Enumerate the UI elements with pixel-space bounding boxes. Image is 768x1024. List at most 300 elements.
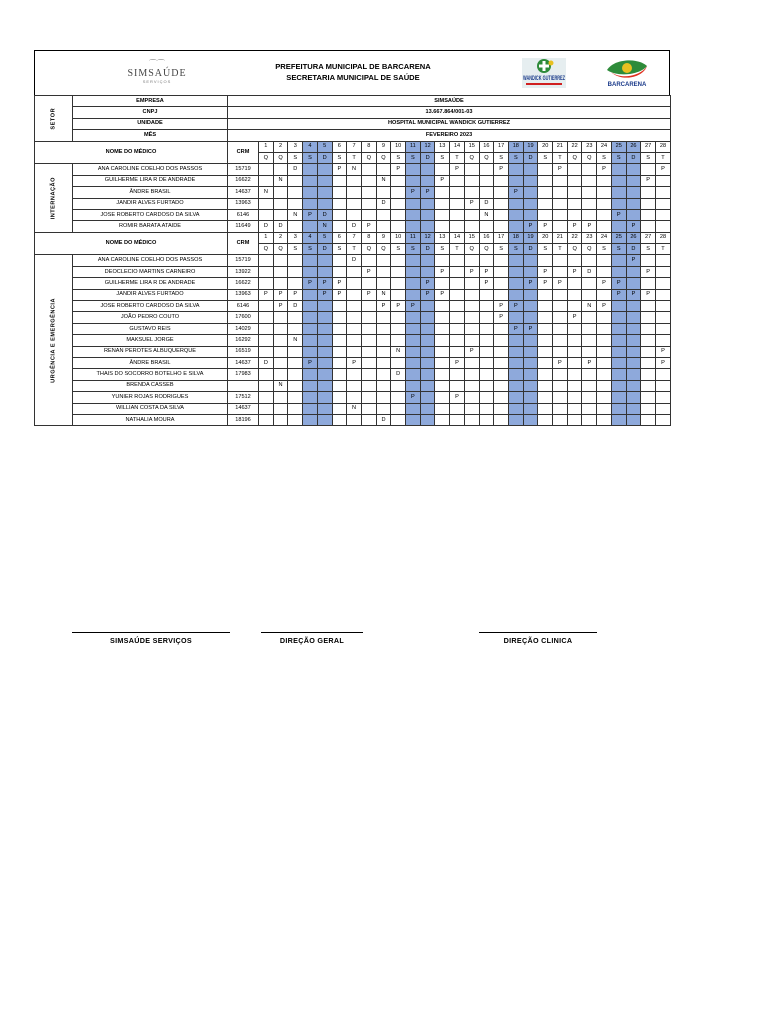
day-number: 7: [347, 232, 362, 243]
signature-simsaude: SIMSAÚDE SERVIÇOS: [72, 632, 230, 645]
info-value: SIMSAÚDE: [228, 96, 671, 107]
doctor-crm: 13963: [228, 198, 259, 209]
shift-cell: [553, 289, 568, 300]
shift-cell: [361, 198, 376, 209]
shift-cell: [626, 198, 641, 209]
shift-cell: [317, 380, 332, 391]
shift-cell: P: [641, 289, 656, 300]
shift-cell: [376, 221, 391, 232]
shift-cell: [420, 380, 435, 391]
shift-cell: N: [288, 335, 303, 346]
shift-cell: [303, 198, 318, 209]
shift-cell: [641, 403, 656, 414]
shift-cell: P: [641, 175, 656, 186]
shift-cell: [288, 392, 303, 403]
shift-cell: [508, 346, 523, 357]
shift-cell: [567, 323, 582, 334]
shift-cell: [655, 403, 670, 414]
shift-cell: [597, 403, 612, 414]
shift-cell: [435, 255, 450, 266]
shift-cell: [567, 369, 582, 380]
shift-cell: P: [450, 164, 465, 175]
table-row: [35, 198, 671, 209]
shift-cell: [303, 289, 318, 300]
shift-cell: [553, 209, 568, 220]
doctor-crm: 15719: [228, 164, 259, 175]
day-number: 13: [435, 232, 450, 243]
weekday-letter: S: [435, 244, 450, 255]
info-label: CNPJ: [73, 107, 228, 118]
info-row: [35, 130, 671, 141]
doctor-crm: 13922: [228, 266, 259, 277]
doctor-crm: 17983: [228, 369, 259, 380]
shift-cell: [288, 221, 303, 232]
shift-cell: [553, 175, 568, 186]
shift-cell: [435, 312, 450, 323]
weekday-letter: Q: [259, 244, 274, 255]
shift-cell: P: [479, 266, 494, 277]
shift-cell: [597, 198, 612, 209]
shift-cell: [479, 255, 494, 266]
shift-cell: N: [479, 209, 494, 220]
shift-cell: [259, 403, 274, 414]
table-row: [35, 221, 671, 232]
shift-cell: [332, 209, 347, 220]
shift-cell: [655, 187, 670, 198]
table-row: [35, 255, 671, 266]
shift-cell: [567, 175, 582, 186]
shift-cell: [597, 414, 612, 425]
doctor-crm: 16622: [228, 278, 259, 289]
shift-cell: [450, 346, 465, 357]
shift-cell: [259, 198, 274, 209]
shift-cell: [641, 380, 656, 391]
shift-cell: [332, 187, 347, 198]
day-number: 18: [508, 232, 523, 243]
shift-cell: [332, 198, 347, 209]
day-number: 8: [361, 232, 376, 243]
doctor-crm: 16292: [228, 335, 259, 346]
shift-cell: [567, 346, 582, 357]
weekday-letter: S: [494, 152, 509, 163]
shift-cell: D: [479, 198, 494, 209]
barcarena-logo-text: BARCARENA: [607, 82, 647, 88]
shift-cell: [523, 266, 538, 277]
shift-cell: P: [494, 312, 509, 323]
doctor-crm: 16519: [228, 346, 259, 357]
shift-cell: [420, 255, 435, 266]
day-number: 13: [435, 141, 450, 152]
shift-cell: [655, 312, 670, 323]
weekday-letter: D: [317, 244, 332, 255]
shift-cell: [479, 301, 494, 312]
shift-cell: [406, 346, 421, 357]
shift-cell: P: [420, 278, 435, 289]
weekday-letter: S: [538, 244, 553, 255]
shift-cell: [582, 369, 597, 380]
shift-cell: [317, 392, 332, 403]
shift-cell: [523, 164, 538, 175]
shift-cell: [450, 289, 465, 300]
doctor-name: NATHALIA MOURA: [73, 414, 228, 425]
shift-cell: [626, 369, 641, 380]
shift-cell: [479, 323, 494, 334]
weekday-letter: T: [450, 244, 465, 255]
shift-cell: [611, 380, 626, 391]
shift-cell: [508, 164, 523, 175]
table-row: [35, 323, 671, 334]
weekday-letter: S: [288, 244, 303, 255]
info-label: MÊS: [73, 130, 228, 141]
shift-cell: [597, 209, 612, 220]
section-label: INTERNAÇÃO: [35, 164, 73, 232]
shift-cell: [406, 289, 421, 300]
shift-cell: P: [406, 301, 421, 312]
shift-cell: [435, 369, 450, 380]
shift-cell: [435, 414, 450, 425]
doctor-crm: 6146: [228, 209, 259, 220]
shift-cell: [582, 209, 597, 220]
shift-cell: [567, 414, 582, 425]
shift-cell: [288, 278, 303, 289]
shift-cell: [494, 255, 509, 266]
shift-cell: [523, 414, 538, 425]
shift-cell: [494, 187, 509, 198]
shift-cell: P: [597, 164, 612, 175]
table-row: [35, 380, 671, 391]
table-row: [35, 301, 671, 312]
shift-cell: [420, 335, 435, 346]
shift-cell: [450, 369, 465, 380]
day-number: 28: [655, 232, 670, 243]
shift-cell: [655, 289, 670, 300]
shift-cell: [420, 323, 435, 334]
shift-cell: [641, 209, 656, 220]
doctor-name-header: NOME DO MÉDICO: [35, 232, 228, 255]
shift-cell: [406, 209, 421, 220]
shift-cell: [553, 301, 568, 312]
table-row: [35, 392, 671, 403]
doctor-name: ÂNDRE BRASIL: [73, 357, 228, 368]
signature-direcao-clinica: DIREÇÃO CLINICA: [479, 632, 597, 645]
shift-cell: P: [420, 187, 435, 198]
weekday-letter: S: [435, 152, 450, 163]
doctor-name: ANA CAROLINE COELHO DOS PASSOS: [73, 164, 228, 175]
shift-cell: [303, 175, 318, 186]
shift-cell: [347, 380, 362, 391]
day-number: 27: [641, 141, 656, 152]
shift-cell: P: [450, 392, 465, 403]
shift-cell: [361, 209, 376, 220]
shift-cell: [406, 278, 421, 289]
shift-cell: D: [288, 301, 303, 312]
shift-cell: [508, 357, 523, 368]
weekday-letter: Q: [582, 152, 597, 163]
shift-cell: [582, 198, 597, 209]
shift-cell: [332, 392, 347, 403]
shift-cell: [611, 392, 626, 403]
shift-cell: [376, 357, 391, 368]
shift-cell: [567, 301, 582, 312]
day-number: 25: [611, 232, 626, 243]
shift-cell: [259, 380, 274, 391]
shift-cell: [332, 221, 347, 232]
shift-cell: [450, 255, 465, 266]
shift-cell: [494, 209, 509, 220]
shift-cell: [641, 369, 656, 380]
shift-cell: [435, 357, 450, 368]
shift-cell: [391, 175, 406, 186]
shift-cell: [464, 414, 479, 425]
shift-cell: [655, 414, 670, 425]
shift-cell: [494, 221, 509, 232]
shift-cell: [641, 221, 656, 232]
shift-cell: P: [332, 289, 347, 300]
shift-cell: [523, 335, 538, 346]
shift-cell: [332, 357, 347, 368]
doctor-name: BRENDA CASSEB: [73, 380, 228, 391]
weekday-letter: S: [406, 244, 421, 255]
shift-cell: [332, 255, 347, 266]
shift-cell: [597, 255, 612, 266]
shift-cell: N: [273, 380, 288, 391]
shift-cell: [626, 187, 641, 198]
shift-cell: [567, 255, 582, 266]
shift-cell: [508, 369, 523, 380]
shift-cell: [567, 335, 582, 346]
shift-cell: [391, 357, 406, 368]
day-number: 21: [553, 141, 568, 152]
weekday-letter: Q: [567, 244, 582, 255]
shift-cell: P: [538, 221, 553, 232]
shift-cell: P: [597, 301, 612, 312]
day-number: 5: [317, 232, 332, 243]
weekday-letter: T: [450, 152, 465, 163]
shift-cell: [508, 335, 523, 346]
shift-cell: [523, 255, 538, 266]
day-number: 23: [582, 141, 597, 152]
doctor-crm: 11649: [228, 221, 259, 232]
doctor-name: DEOCLECIO MARTINS CARNEIRO: [73, 266, 228, 277]
weekday-letter: Q: [479, 244, 494, 255]
shift-cell: [479, 175, 494, 186]
shift-cell: [641, 392, 656, 403]
shift-cell: [582, 187, 597, 198]
doctor-name: RENAN PEROTES ALBUQUERQUE: [73, 346, 228, 357]
shift-cell: [259, 323, 274, 334]
table-row: [35, 346, 671, 357]
shift-cell: [303, 164, 318, 175]
shift-cell: [303, 403, 318, 414]
shift-cell: P: [391, 164, 406, 175]
shift-cell: [538, 187, 553, 198]
shift-cell: [361, 312, 376, 323]
day-number: 19: [523, 232, 538, 243]
weekday-letter: D: [420, 152, 435, 163]
shift-cell: [508, 403, 523, 414]
shift-cell: [347, 346, 362, 357]
shift-cell: P: [582, 221, 597, 232]
shift-cell: [303, 301, 318, 312]
shift-cell: [347, 335, 362, 346]
shift-cell: [641, 255, 656, 266]
shift-cell: [553, 221, 568, 232]
setor-label: SETOR: [35, 96, 73, 142]
table-row: [35, 187, 671, 198]
shift-cell: [553, 323, 568, 334]
shift-cell: D: [259, 221, 274, 232]
day-number: 4: [303, 232, 318, 243]
shift-cell: [391, 380, 406, 391]
shift-cell: P: [464, 346, 479, 357]
shift-cell: [597, 357, 612, 368]
shift-cell: [435, 403, 450, 414]
shift-cell: [494, 369, 509, 380]
shift-cell: [450, 301, 465, 312]
shift-cell: [641, 335, 656, 346]
shift-cell: [273, 369, 288, 380]
shift-cell: P: [523, 323, 538, 334]
day-number: 9: [376, 141, 391, 152]
shift-cell: [420, 175, 435, 186]
shift-cell: [538, 175, 553, 186]
shift-cell: [435, 323, 450, 334]
table-row: [35, 266, 671, 277]
doctor-crm: 13963: [228, 289, 259, 300]
shift-cell: [317, 335, 332, 346]
shift-cell: P: [479, 278, 494, 289]
shift-cell: [450, 335, 465, 346]
shift-cell: [420, 346, 435, 357]
shift-cell: [288, 255, 303, 266]
shift-cell: [303, 392, 318, 403]
day-number: 14: [450, 232, 465, 243]
shift-cell: [464, 335, 479, 346]
shift-cell: [435, 335, 450, 346]
shift-cell: P: [508, 323, 523, 334]
shift-cell: [406, 266, 421, 277]
shift-cell: [597, 323, 612, 334]
shift-cell: [376, 164, 391, 175]
shift-cell: [626, 380, 641, 391]
table-row: [35, 312, 671, 323]
weekday-letter: D: [420, 244, 435, 255]
shift-cell: [391, 278, 406, 289]
shift-cell: [611, 403, 626, 414]
shift-cell: [376, 346, 391, 357]
shift-cell: [259, 255, 274, 266]
shift-cell: [597, 312, 612, 323]
shift-cell: [332, 414, 347, 425]
shift-cell: [582, 312, 597, 323]
shift-cell: [567, 392, 582, 403]
shift-cell: [273, 255, 288, 266]
shift-cell: [538, 323, 553, 334]
shift-cell: [582, 403, 597, 414]
shift-cell: [464, 392, 479, 403]
shift-cell: [420, 301, 435, 312]
shift-cell: [391, 312, 406, 323]
shift-cell: [317, 255, 332, 266]
doctor-name: GUILHERME LIRA R DE ANDRADE: [73, 278, 228, 289]
shift-cell: [376, 187, 391, 198]
shift-cell: [655, 175, 670, 186]
shift-cell: [450, 209, 465, 220]
shift-cell: [611, 301, 626, 312]
shift-cell: [435, 164, 450, 175]
day-number: 3: [288, 141, 303, 152]
shift-cell: [538, 403, 553, 414]
shift-cell: [303, 312, 318, 323]
shift-cell: [391, 198, 406, 209]
day-number: 17: [494, 232, 509, 243]
document-header: [34, 50, 670, 95]
shift-cell: [523, 369, 538, 380]
doctor-crm: 18196: [228, 414, 259, 425]
shift-cell: [582, 380, 597, 391]
shift-cell: P: [553, 164, 568, 175]
shift-cell: [538, 369, 553, 380]
shift-cell: [259, 209, 274, 220]
info-label: EMPRESA: [73, 96, 228, 107]
shift-cell: [582, 323, 597, 334]
weekday-letter: Q: [361, 244, 376, 255]
shift-cell: [582, 164, 597, 175]
shift-cell: [450, 312, 465, 323]
shift-cell: [420, 403, 435, 414]
shift-cell: [273, 312, 288, 323]
shift-cell: [655, 209, 670, 220]
weekday-letter: S: [641, 244, 656, 255]
shift-cell: [288, 369, 303, 380]
shift-cell: [317, 164, 332, 175]
shift-cell: D: [347, 221, 362, 232]
shift-cell: [641, 312, 656, 323]
shift-cell: [406, 323, 421, 334]
shift-cell: [406, 198, 421, 209]
shift-cell: [464, 221, 479, 232]
shift-cell: P: [567, 221, 582, 232]
shift-cell: [567, 164, 582, 175]
shift-cell: [450, 403, 465, 414]
shift-cell: [391, 209, 406, 220]
shift-cell: [376, 209, 391, 220]
shift-cell: [450, 221, 465, 232]
shift-cell: P: [626, 289, 641, 300]
shift-cell: [582, 278, 597, 289]
shift-cell: N: [259, 187, 274, 198]
shift-cell: [347, 278, 362, 289]
shift-cell: [508, 198, 523, 209]
doctor-crm: 14029: [228, 323, 259, 334]
shift-cell: P: [376, 301, 391, 312]
shift-schedule-table: [34, 95, 671, 426]
shift-cell: N: [288, 209, 303, 220]
shift-cell: D: [259, 357, 274, 368]
shift-cell: [538, 312, 553, 323]
shift-cell: [435, 278, 450, 289]
shift-cell: [435, 198, 450, 209]
shift-cell: [303, 323, 318, 334]
shift-cell: [450, 414, 465, 425]
weekday-letter: S: [494, 244, 509, 255]
shift-cell: [494, 323, 509, 334]
weekday-letter: S: [391, 244, 406, 255]
shift-cell: [641, 164, 656, 175]
shift-cell: [361, 164, 376, 175]
shift-cell: P: [626, 255, 641, 266]
weekday-letter: D: [626, 152, 641, 163]
